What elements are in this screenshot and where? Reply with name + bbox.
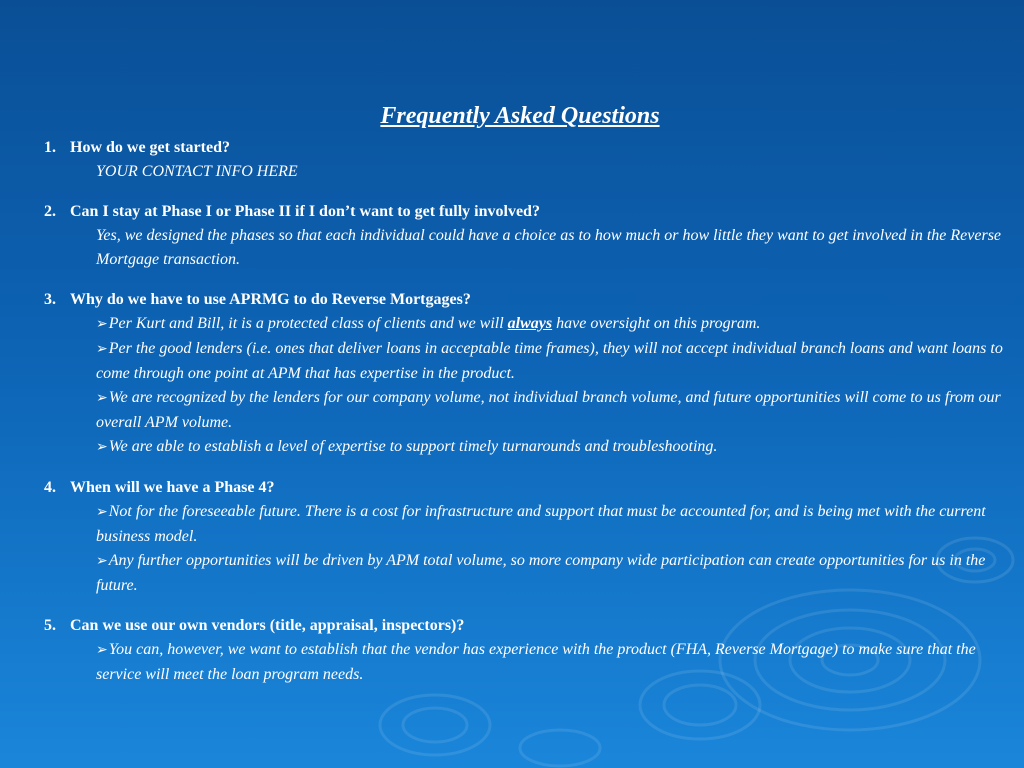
- question-number: 1.: [44, 139, 56, 156]
- bullet-text: have oversight on this program.: [552, 315, 761, 332]
- faq-item-2: [44, 200, 1004, 272]
- question-number: 5.: [44, 617, 56, 634]
- answer-text: Yes, we designed the phases so that each individual could have a choice as to how much or how little they want to get involved in the Reverse Mortgage transaction.: [96, 227, 1002, 268]
- arrow-bullet-icon: ➢: [96, 554, 108, 569]
- question-text: How do we get started?: [70, 139, 230, 156]
- bullet-text: We are recognized by the lenders for our company volume, not individual branch volume, and future opportunities will come to us from our overall APM volume.: [96, 389, 1001, 431]
- slide-title: Frequently Asked Questions: [380, 103, 660, 129]
- faq-item-1: [44, 136, 1004, 184]
- question-text: Can we use our own vendors (title, appraisal, inspectors)?: [70, 617, 465, 634]
- question-number: 3.: [44, 291, 56, 308]
- answer-bullet: [96, 549, 1004, 598]
- emphasis-text: always: [507, 315, 553, 332]
- faq-question: [44, 136, 1004, 160]
- answer-bullet: [96, 500, 1004, 549]
- question-number: 4.: [44, 479, 56, 496]
- answer-bullet: [96, 312, 1004, 337]
- bullet-text: Per the good lenders (i.e. ones that deliver loans in acceptable time frames), they will not accept individual branch loans and want loans to come through one point at APM that has expertise in the product.: [96, 340, 1003, 382]
- question-text: When will we have a Phase 4?: [70, 479, 275, 496]
- faq-question: [44, 288, 1004, 312]
- arrow-bullet-icon: ➢: [96, 505, 108, 520]
- faq-list: [44, 136, 1004, 687]
- arrow-bullet-icon: ➢: [96, 440, 108, 455]
- answer-bullet: [96, 435, 1004, 460]
- faq-answer: [96, 638, 1004, 687]
- faq-question: [44, 614, 1004, 638]
- question-text: Can I stay at Phase I or Phase II if I don’t want to get fully involved?: [70, 203, 540, 220]
- question-text: Why do we have to use APRMG to do Reverse Mortgages?: [70, 291, 471, 308]
- faq-question: [44, 476, 1004, 500]
- faq-answer: [96, 224, 1004, 272]
- bullet-text: Per Kurt and Bill, it is a protected class of clients and we will: [108, 315, 508, 332]
- faq-item-5: [44, 614, 1004, 687]
- bullet-text: Not for the foreseeable future. There is a cost for infrastructure and support that must be accounted for, and is being met with the current business model.: [96, 503, 986, 545]
- question-number: 2.: [44, 203, 56, 220]
- answer-bullet: [96, 386, 1004, 435]
- faq-question: [44, 200, 1004, 224]
- faq-item-4: [44, 476, 1004, 598]
- bullet-text: Any further opportunities will be driven by APM total volume, so more company wide participation can create opportunities for us in the future.: [96, 552, 986, 594]
- faq-answer: [96, 312, 1004, 460]
- answer-text: YOUR CONTACT INFO HERE: [96, 163, 298, 180]
- bullet-text: We are able to establish a level of expertise to support timely turnarounds and troubleshooting.: [108, 438, 718, 455]
- arrow-bullet-icon: ➢: [96, 317, 108, 332]
- bullet-text: You can, however, we want to establish that the vendor has experience with the product (FHA, Reverse Mortgage) to make sure that the service will meet the loan program needs.: [96, 641, 976, 683]
- answer-bullet: [96, 638, 1004, 687]
- arrow-bullet-icon: ➢: [96, 391, 108, 406]
- arrow-bullet-icon: ➢: [96, 643, 108, 658]
- faq-answer: [96, 500, 1004, 598]
- answer-bullet: [96, 337, 1004, 386]
- faq-answer: [96, 160, 1004, 184]
- faq-item-3: [44, 288, 1004, 460]
- arrow-bullet-icon: ➢: [96, 342, 108, 357]
